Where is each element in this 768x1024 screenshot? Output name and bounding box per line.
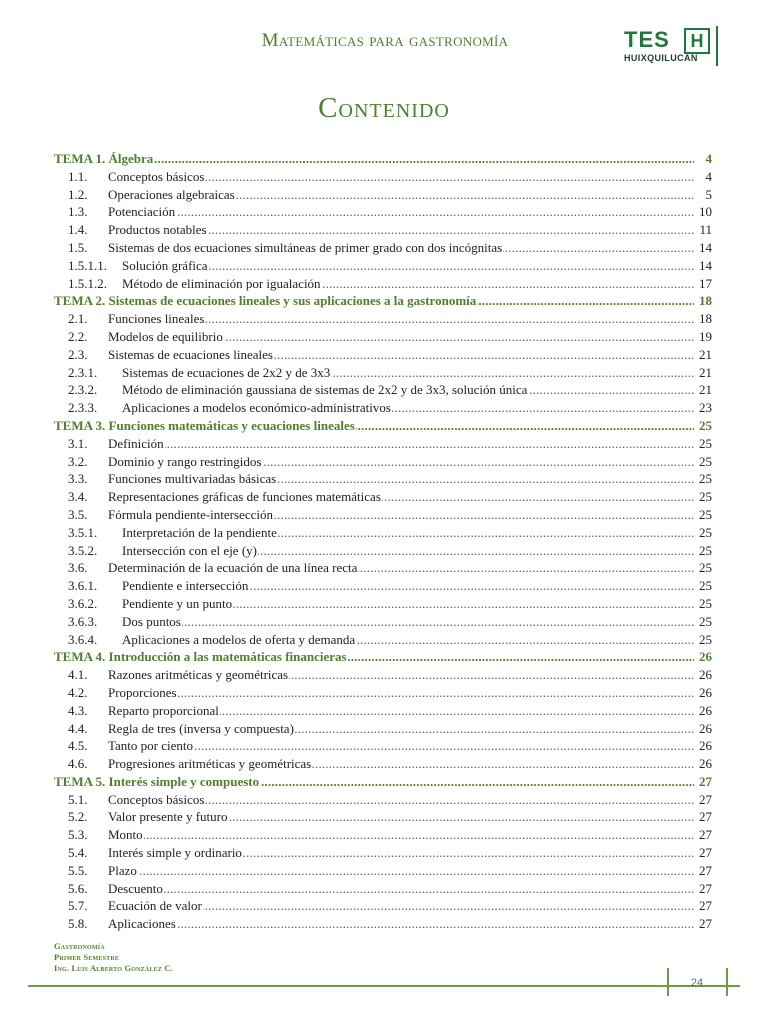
toc-entry-page: 18 xyxy=(699,311,712,327)
toc-entry-leader xyxy=(108,239,694,257)
toc-entry-number: 3.5.1. xyxy=(68,524,98,540)
toc-entry-leader xyxy=(108,453,694,471)
toc-entry[interactable] xyxy=(54,559,712,577)
toc-entry-leader xyxy=(54,292,694,310)
toc-entry[interactable] xyxy=(54,791,712,809)
toc-entry-page: 26 xyxy=(699,702,712,718)
toc-entry[interactable] xyxy=(54,666,712,684)
toc-entry-page: 23 xyxy=(699,400,712,416)
toc-entry[interactable] xyxy=(54,488,712,506)
toc-entry-number: 3.5.2. xyxy=(68,542,98,558)
toc-entry-leader xyxy=(108,862,694,880)
toc-entry-leader xyxy=(122,631,694,649)
toc-entry-leader xyxy=(108,221,694,239)
toc-entry-leader xyxy=(108,666,694,684)
toc-entry-page: 17 xyxy=(699,275,712,291)
table-of-contents xyxy=(54,150,712,933)
toc-entry-page: 25 xyxy=(699,631,712,647)
toc-entry[interactable] xyxy=(54,310,712,328)
toc-entry-number: 4.1. xyxy=(68,667,88,683)
toc-entry-leader xyxy=(122,257,694,275)
toc-entry-number: 3.6.1. xyxy=(68,578,98,594)
toc-entry-title: Funciones multivariadas básicas xyxy=(108,471,277,487)
toc-entry[interactable] xyxy=(54,364,712,382)
toc-entry-title: Funciones lineales xyxy=(108,311,205,327)
toc-entry-number: 4.3. xyxy=(68,702,88,718)
toc-entry-page: 4 xyxy=(705,151,712,166)
toc-entry-title: Solución gráfica xyxy=(122,257,208,273)
toc-entry[interactable] xyxy=(54,381,712,399)
toc-entry[interactable] xyxy=(54,720,712,738)
toc-entry-leader xyxy=(108,346,694,364)
toc-entry-title: Conceptos básicos xyxy=(108,791,205,807)
toc-entry-title: Conceptos básicos xyxy=(108,168,205,184)
toc-entry[interactable] xyxy=(54,275,712,293)
toc-entry-page: 25 xyxy=(699,524,712,540)
toc-entry-page: 21 xyxy=(699,382,712,398)
toc-entry-page: 27 xyxy=(699,791,712,807)
footer-career: Gastronomía xyxy=(54,941,105,951)
toc-entry-leader xyxy=(108,880,694,898)
toc-entry[interactable] xyxy=(54,577,712,595)
toc-entry[interactable] xyxy=(54,862,712,880)
toc-entry-leader xyxy=(122,613,694,631)
toc-entry[interactable] xyxy=(54,613,712,631)
toc-entry-number: 1.3. xyxy=(68,204,88,220)
toc-entry-page: 14 xyxy=(699,239,712,255)
toc-entry-leader xyxy=(108,684,694,702)
footer-rule xyxy=(28,985,740,987)
toc-entry-page: 25 xyxy=(699,560,712,576)
toc-entry-leader xyxy=(108,897,694,915)
toc-entry-number: 5.1. xyxy=(68,791,88,807)
toc-entry-title: Interpretación de la pendiente xyxy=(122,524,277,540)
toc-entry-title: Productos notables xyxy=(108,222,207,238)
toc-entry-number: 4.4. xyxy=(68,720,88,736)
toc-entry-title: Plazo xyxy=(108,862,137,878)
toc-entry-number: 3.6.3. xyxy=(68,613,98,629)
toc-entry-page: 18 xyxy=(699,293,712,309)
toc-entry-leader xyxy=(54,648,694,666)
toc-entry[interactable] xyxy=(54,897,712,915)
toc-entry-number: 2.2. xyxy=(68,328,88,344)
toc-entry-page: 27 xyxy=(699,898,712,914)
toc-entry-number: 3.6.2. xyxy=(68,595,98,611)
toc-entry[interactable] xyxy=(54,257,712,275)
toc-entry-number: 3.6. xyxy=(68,560,88,576)
toc-entry-title: Sistemas de ecuaciones de 2x2 y de 3x3 xyxy=(122,364,331,380)
toc-entry-leader xyxy=(108,168,694,186)
toc-entry-leader xyxy=(108,720,694,738)
toc-entry-number: 3.2. xyxy=(68,453,88,469)
toc-entry-leader xyxy=(108,559,694,577)
toc-entry-title: Interés simple y ordinario xyxy=(108,845,242,861)
toc-entry-page: 25 xyxy=(699,471,712,487)
page-box-right-rule xyxy=(726,968,728,996)
toc-entry-title: Razones aritméticas y geométricas xyxy=(108,667,289,683)
toc-entry-number: 2.3.3. xyxy=(68,400,98,416)
toc-entry-number: 5.3. xyxy=(68,827,88,843)
toc-entry-page: 25 xyxy=(699,542,712,558)
toc-entry-number: 5.5. xyxy=(68,862,88,878)
toc-entry-leader xyxy=(54,417,694,435)
toc-entry-number: 5.2. xyxy=(68,809,88,825)
toc-entry-leader xyxy=(122,577,694,595)
toc-entry-page: 26 xyxy=(699,738,712,754)
toc-entry[interactable] xyxy=(54,542,712,560)
toc-entry-title: Pendiente e intersección xyxy=(122,578,249,594)
toc-entry-title: Aplicaciones xyxy=(108,916,176,932)
toc-entry-page: 27 xyxy=(699,809,712,825)
toc-entry[interactable] xyxy=(54,168,712,186)
toc-entry-page: 25 xyxy=(699,417,712,433)
toc-entry-leader xyxy=(122,542,694,560)
page-number: 24 xyxy=(690,977,704,989)
toc-entry[interactable] xyxy=(54,453,712,471)
toc-entry-title: Valor presente y futuro xyxy=(108,809,228,825)
toc-entry-number: 5.7. xyxy=(68,898,88,914)
toc-entry-leader xyxy=(108,755,694,773)
logo-main-text: TES xyxy=(624,27,670,52)
toc-entry-title: Método de eliminación gaussiana de sistemas de 2x2 y de 3x3, solución única xyxy=(122,382,528,398)
toc-entry-page: 25 xyxy=(699,435,712,451)
toc-entry-number: 1.4. xyxy=(68,222,88,238)
toc-entry-title: Definición xyxy=(108,435,164,451)
toc-entry-page: 26 xyxy=(699,756,712,772)
toc-entry-leader xyxy=(122,524,694,542)
toc-entry-title: Aplicaciones a modelos de oferta y demanda xyxy=(122,631,356,647)
toc-entry[interactable] xyxy=(54,435,712,453)
toc-entry-leader xyxy=(108,791,694,809)
toc-entry[interactable] xyxy=(54,417,712,435)
toc-entry-number: 4.6. xyxy=(68,756,88,772)
toc-entry-number: 1.5.1.1. xyxy=(68,257,107,273)
toc-entry-leader xyxy=(108,488,694,506)
toc-entry-leader xyxy=(108,915,694,933)
toc-entry-leader xyxy=(108,435,694,453)
toc-entry-leader xyxy=(108,328,694,346)
toc-entry-title: Representaciones gráficas de funciones matemáticas xyxy=(108,489,381,505)
toc-entry[interactable] xyxy=(54,506,712,524)
toc-entry-leader xyxy=(108,470,694,488)
logo-letter-box: H xyxy=(684,28,710,54)
toc-entry-page: 26 xyxy=(699,720,712,736)
toc-entry[interactable] xyxy=(54,221,712,239)
toc-entry[interactable] xyxy=(54,186,712,204)
toc-entry-leader xyxy=(108,506,694,524)
toc-entry-title: Método de eliminación por igualación xyxy=(122,275,321,291)
toc-entry[interactable] xyxy=(54,292,712,310)
toc-entry-page: 25 xyxy=(699,489,712,505)
toc-entry-title: TEMA 3. Funciones matemáticas y ecuaciones lineales xyxy=(54,417,355,433)
toc-entry-number: 3.5. xyxy=(68,506,88,522)
toc-entry-title: Descuento xyxy=(108,880,163,896)
toc-entry-number: 3.1. xyxy=(68,435,88,451)
toc-entry[interactable] xyxy=(54,399,712,417)
toc-entry[interactable] xyxy=(54,702,712,720)
toc-entry-number: 2.1. xyxy=(68,311,88,327)
toc-entry[interactable] xyxy=(54,648,712,666)
toc-entry-title: Ecuación de valor xyxy=(108,898,202,914)
toc-entry-title: Modelos de equilibrio xyxy=(108,328,223,344)
toc-entry-page: 27 xyxy=(699,827,712,843)
toc-entry[interactable] xyxy=(54,328,712,346)
toc-entry-title: Sistemas de ecuaciones lineales xyxy=(108,346,273,362)
toc-entry-page: 26 xyxy=(699,684,712,700)
toc-entry-title: Operaciones algebraicas xyxy=(108,186,235,202)
toc-entry-page: 14 xyxy=(699,257,712,273)
toc-entry-title: Aplicaciones a modelos económico-administrativos xyxy=(122,400,391,416)
toc-entry-title: Monto xyxy=(108,827,143,843)
toc-entry[interactable] xyxy=(54,239,712,257)
toc-entry[interactable] xyxy=(54,150,712,168)
toc-entry-page: 25 xyxy=(699,506,712,522)
toc-entry-title: Tanto por ciento xyxy=(108,738,194,754)
toc-entry-number: 1.5.1.2. xyxy=(68,275,107,291)
toc-entry-leader xyxy=(108,808,694,826)
toc-entry-page: 27 xyxy=(699,880,712,896)
toc-entry-leader xyxy=(108,310,694,328)
toc-entry-page: 25 xyxy=(699,578,712,594)
footer-author: Ing. Luis Alberto González C. xyxy=(54,963,173,973)
toc-entry[interactable] xyxy=(54,844,712,862)
document-header-title: Matemáticas para gastronomía xyxy=(261,30,509,51)
toc-entry-number: 1.5. xyxy=(68,239,88,255)
toc-entry-leader xyxy=(122,275,694,293)
toc-entry-page: 27 xyxy=(699,862,712,878)
footer-semester: Primer Semestre xyxy=(54,952,120,962)
toc-entry-title: Intersección con el eje (y) xyxy=(122,542,257,558)
toc-entry-page: 26 xyxy=(699,649,712,665)
toc-entry-title: Reparto proporcional xyxy=(108,702,219,718)
toc-entry-number: 3.4. xyxy=(68,489,88,505)
toc-entry-number: 1.1. xyxy=(68,168,88,184)
toc-entry-page: 25 xyxy=(699,595,712,611)
logo-divider xyxy=(716,26,718,66)
toc-entry-leader xyxy=(108,844,694,862)
toc-entry-leader xyxy=(122,364,694,382)
toc-entry-page: 21 xyxy=(699,346,712,362)
toc-entry-title: TEMA 5. Interés simple y compuesto xyxy=(54,773,260,789)
toc-entry-leader xyxy=(122,399,694,417)
toc-entry-page: 25 xyxy=(699,453,712,469)
toc-entry[interactable] xyxy=(54,524,712,542)
toc-heading: Contenido xyxy=(318,92,450,124)
toc-entry-title: Sistemas de dos ecuaciones simultáneas de primer grado con dos incógnitas xyxy=(108,239,503,255)
toc-entry-title: Pendiente y un punto xyxy=(122,595,233,611)
toc-entry-number: 3.3. xyxy=(68,471,88,487)
toc-entry-title: TEMA 1. Álgebra xyxy=(54,151,154,166)
toc-entry[interactable] xyxy=(54,808,712,826)
toc-entry-page: 27 xyxy=(699,845,712,861)
toc-entry[interactable] xyxy=(54,737,712,755)
toc-entry-title: Progresiones aritméticas y geométricas xyxy=(108,756,312,772)
toc-entry-page: 19 xyxy=(699,328,712,344)
toc-entry[interactable] xyxy=(54,826,712,844)
toc-entry-number: 2.3.1. xyxy=(68,364,98,380)
toc-entry-page: 11 xyxy=(699,222,712,238)
toc-entry[interactable] xyxy=(54,631,712,649)
toc-entry-title: Dos puntos xyxy=(122,613,181,629)
toc-entry[interactable] xyxy=(54,773,712,791)
toc-entry-page: 4 xyxy=(705,168,712,184)
toc-entry-number: 5.4. xyxy=(68,845,88,861)
toc-entry[interactable] xyxy=(54,203,712,221)
toc-entry-leader xyxy=(108,186,694,204)
toc-entry-number: 5.6. xyxy=(68,880,88,896)
toc-entry[interactable] xyxy=(54,346,712,364)
toc-entry-leader xyxy=(108,826,694,844)
toc-entry-leader xyxy=(122,381,694,399)
toc-entry-leader xyxy=(108,702,694,720)
toc-entry-title: Determinación de la ecuación de una línea recta xyxy=(108,560,358,576)
toc-entry-leader xyxy=(54,773,694,791)
toc-entry-leader xyxy=(108,203,694,221)
toc-entry-leader xyxy=(122,595,694,613)
toc-entry[interactable] xyxy=(54,595,712,613)
toc-entry[interactable] xyxy=(54,755,712,773)
toc-entry-page: 21 xyxy=(699,364,712,380)
toc-entry-title: Proporciones xyxy=(108,684,177,700)
toc-entry-title: Dominio y rango restringidos xyxy=(108,453,262,469)
toc-entry-title: Potenciación xyxy=(108,204,176,220)
toc-entry-page: 5 xyxy=(705,186,712,202)
toc-entry-title: Regla de tres (inversa y compuesta) xyxy=(108,720,294,736)
toc-entry[interactable] xyxy=(54,684,712,702)
toc-entry-number: 2.3.2. xyxy=(68,382,98,398)
toc-entry-page: 26 xyxy=(699,667,712,683)
toc-entry-number: 5.8. xyxy=(68,916,88,932)
toc-entry[interactable] xyxy=(54,915,712,933)
toc-entry-page: 10 xyxy=(699,204,712,220)
toc-entry-number: 2.3. xyxy=(68,346,88,362)
toc-entry-leader xyxy=(54,150,694,168)
toc-entry-title: TEMA 2. Sistemas de ecuaciones lineales y sus aplicaciones a la gastronomía xyxy=(54,293,477,309)
toc-entry-title: Fórmula pendiente-intersección xyxy=(108,506,273,522)
toc-entry-number: 3.6.4. xyxy=(68,631,98,647)
logo-subtitle: HUIXQUILUCAN xyxy=(624,53,698,63)
toc-entry[interactable] xyxy=(54,470,712,488)
toc-entry[interactable] xyxy=(54,880,712,898)
footer-info xyxy=(54,941,173,974)
toc-entry-page: 27 xyxy=(699,916,712,932)
toc-entry-page: 27 xyxy=(699,773,712,789)
toc-entry-number: 4.2. xyxy=(68,684,88,700)
toc-entry-page: 25 xyxy=(699,613,712,629)
toc-entry-number: 4.5. xyxy=(68,738,88,754)
institution-logo xyxy=(620,26,720,66)
toc-entry-number: 1.2. xyxy=(68,186,88,202)
toc-entry-leader xyxy=(108,737,694,755)
toc-entry-title: TEMA 4. Introducción a las matemáticas financieras xyxy=(54,649,347,665)
